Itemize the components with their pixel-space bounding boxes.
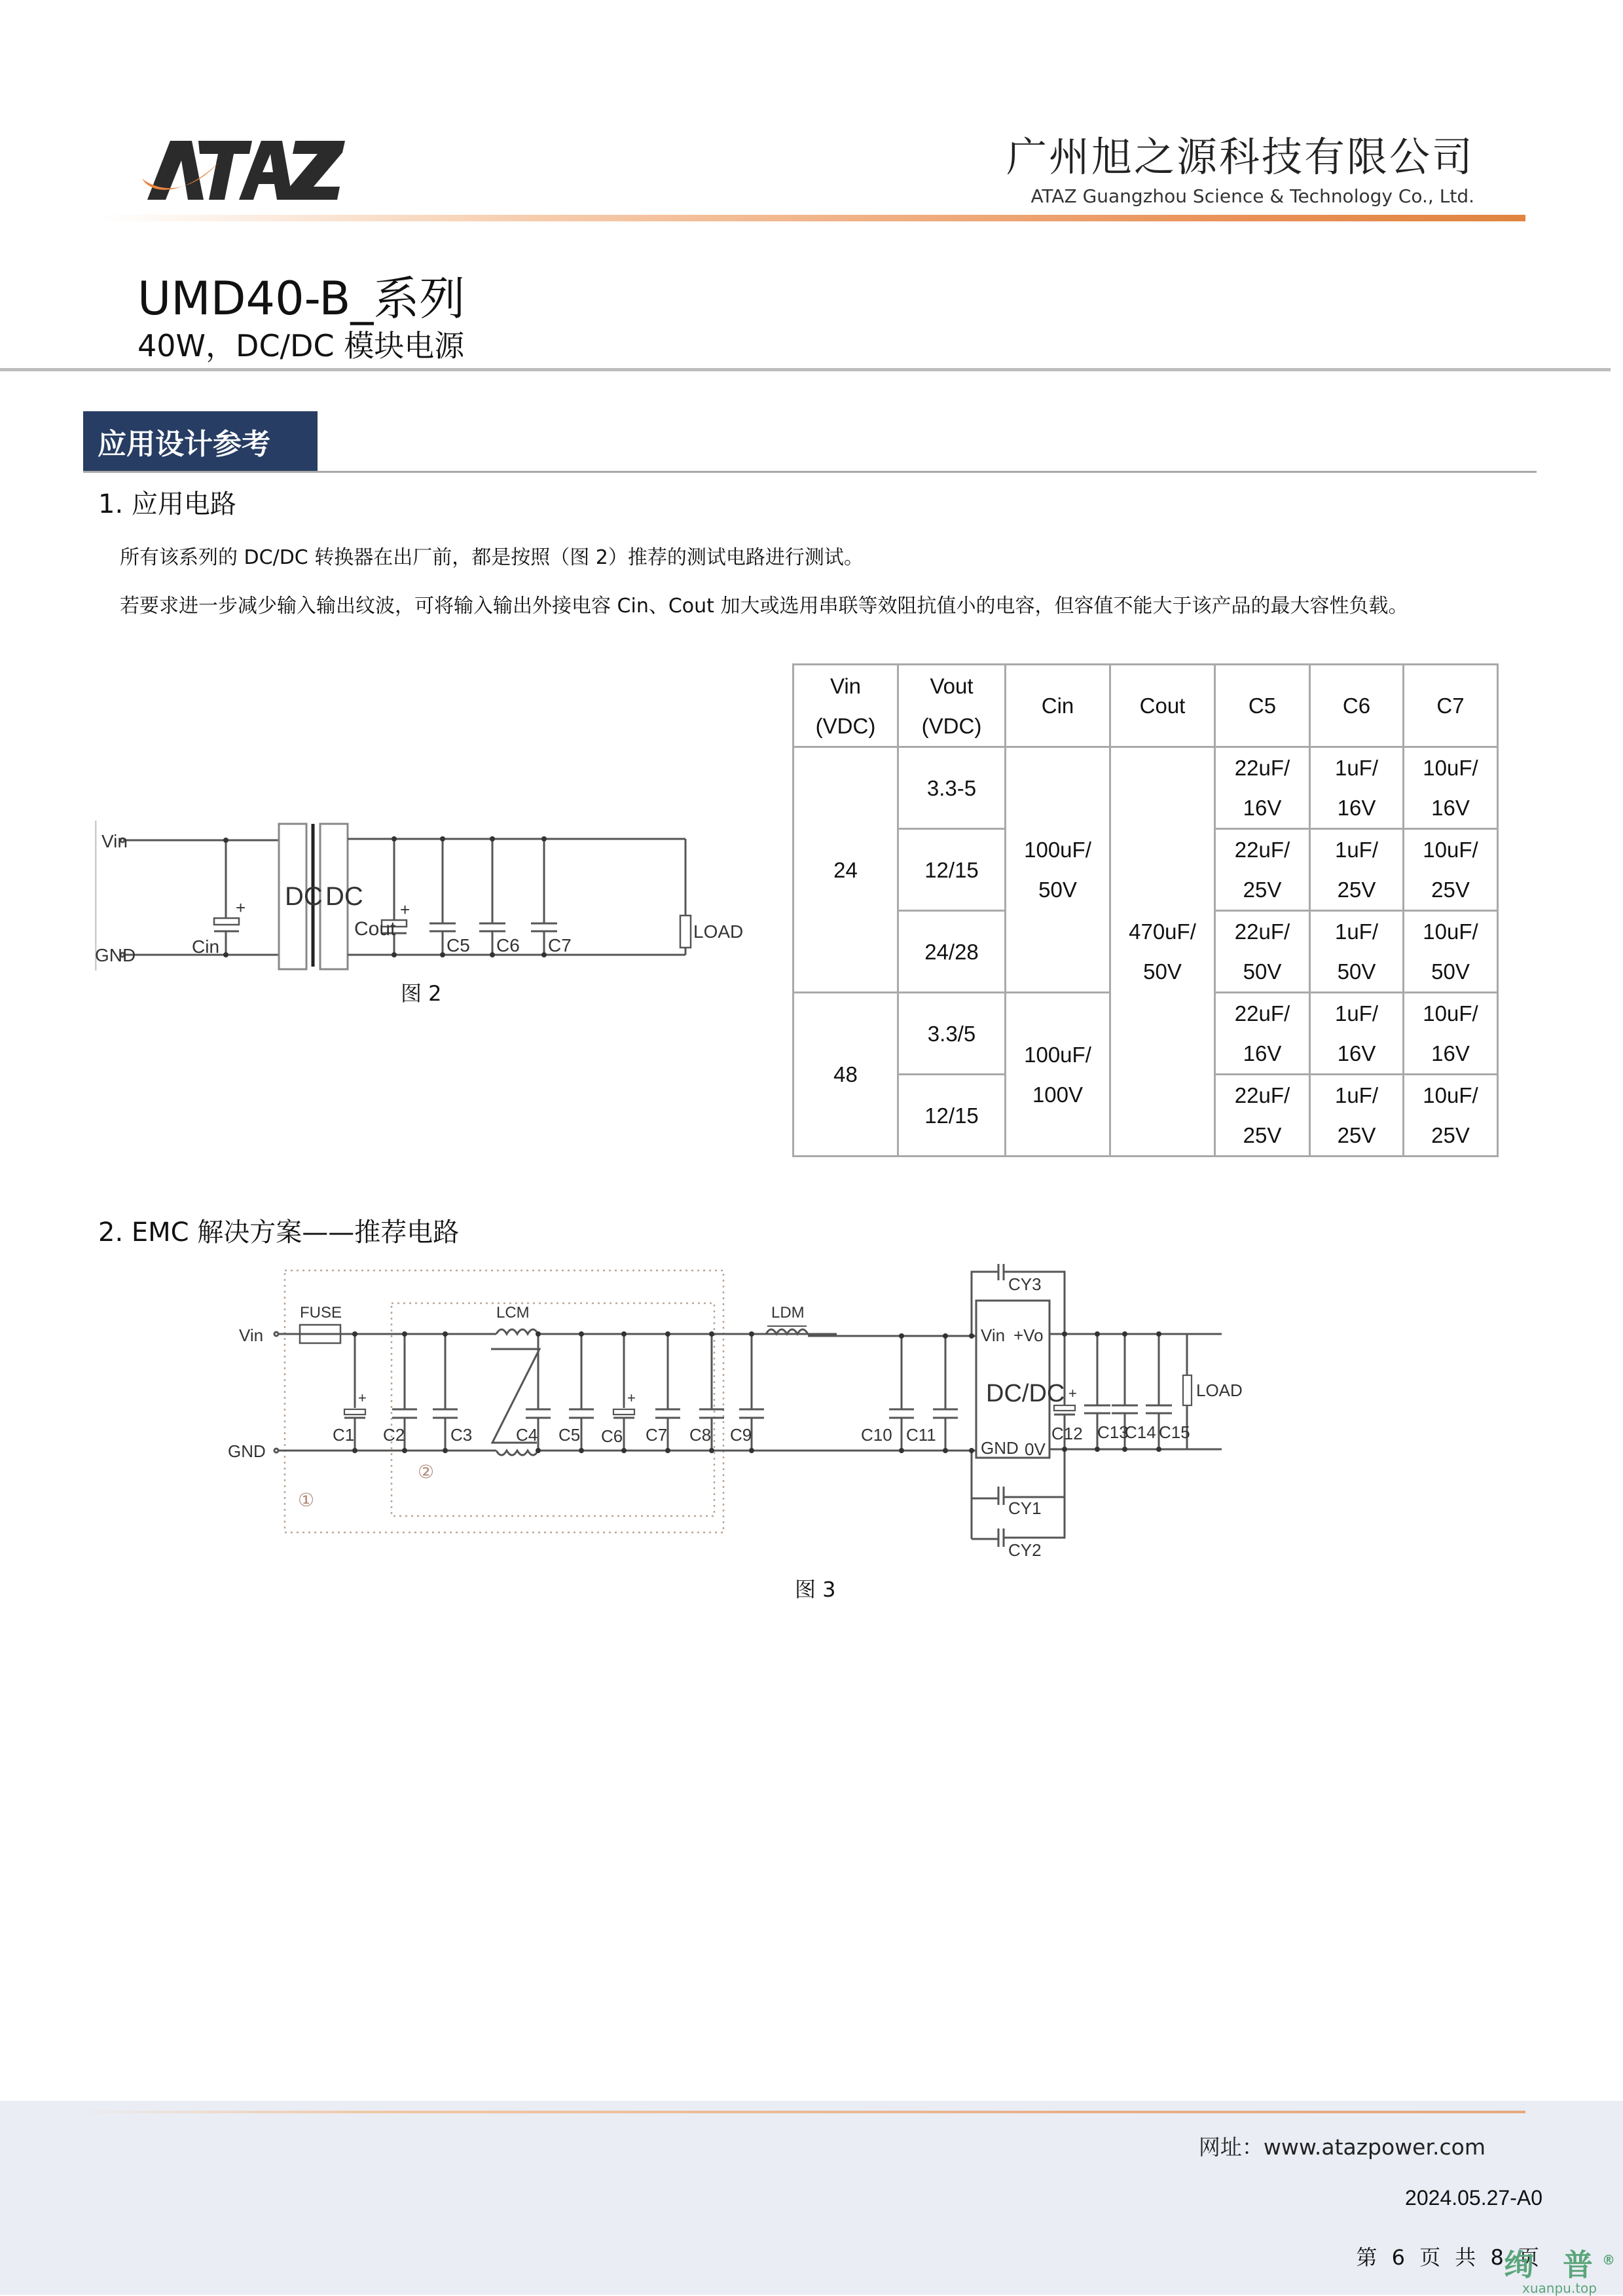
watermark-en: xuanpu.top — [1522, 2280, 1597, 2296]
label-c13: C13 — [1097, 1422, 1129, 1442]
label-plus-cout: + — [400, 900, 410, 919]
cell-cout: 470uF/ 50V — [1110, 747, 1215, 1157]
cell-vin-24: 24 — [793, 747, 898, 993]
label-plus-cin: + — [236, 898, 246, 917]
cell-c7: 10uF/ 25V — [1404, 829, 1498, 911]
paragraph-ripple-advice: 若要求进一步减少输入输出纹波，可将输入输出外接电容 Cin、Cout 加大或选用串联等效阻抗值小的电容，但容值不能大于该产品的最大容性负载。 — [120, 595, 1408, 618]
label-c1: C1 — [333, 1425, 355, 1445]
label-c10: C10 — [861, 1425, 892, 1445]
page-number: 第 6 页 共 8 页 — [1356, 2245, 1543, 2270]
label-dc-in: DC — [285, 882, 323, 911]
label-pin-vin: Vin — [981, 1325, 1006, 1345]
cell-c7: 10uF/ 16V — [1404, 993, 1498, 1075]
label-plus-c6: + — [627, 1390, 636, 1406]
cell-c6: 1uF/ 25V — [1310, 1075, 1404, 1157]
label-c15: C15 — [1159, 1422, 1190, 1442]
table-header-row — [793, 665, 1498, 747]
label-c5: C5 — [447, 935, 470, 955]
cell-cin-48: 100uF/ 100V — [1006, 993, 1110, 1157]
label-dc-out: DC — [325, 882, 363, 911]
capacitor-selection-table — [792, 663, 1499, 1157]
cell-c7: 10uF/ 25V — [1404, 1075, 1498, 1157]
company-name-en: ATAZ Guangzhou Science & Technology Co., Ltd. — [1030, 185, 1474, 207]
label-c4: C4 — [516, 1425, 538, 1445]
label-zone-1: ① — [298, 1490, 315, 1510]
cell-c6: 1uF/ 50V — [1310, 911, 1404, 993]
label-c12: C12 — [1051, 1424, 1083, 1443]
cell-vout: 3.3/5 — [898, 993, 1006, 1075]
label-cy1: CY1 — [1008, 1498, 1042, 1518]
label-plus-c12: + — [1068, 1385, 1077, 1401]
cell-c7: 10uF/ 50V — [1404, 911, 1498, 993]
watermark-cn: 绚 普 — [1503, 2247, 1602, 2283]
cell-vout: 24/28 — [898, 911, 1006, 993]
label-c14: C14 — [1125, 1422, 1156, 1442]
label-pin-gnd: GND — [981, 1438, 1019, 1458]
company-name-cn: 广州旭之源科技有限公司 — [1006, 133, 1474, 181]
label-load: LOAD — [1196, 1380, 1243, 1400]
label-ldm: LDM — [771, 1304, 805, 1322]
revision-date: 2024.05.27-A0 — [1405, 2186, 1542, 2210]
col-c6: C6 — [1310, 665, 1404, 747]
cell-vout: 12/15 — [898, 1075, 1006, 1157]
col-cin: Cin — [1006, 665, 1110, 747]
label-c6: C6 — [496, 935, 520, 955]
label-c5: C5 — [558, 1425, 581, 1445]
label-cy3: CY3 — [1008, 1274, 1042, 1294]
cell-c5: 22uF/ 16V — [1215, 747, 1310, 829]
label-plus-c1: + — [358, 1390, 367, 1406]
registered-icon: ® — [1602, 2252, 1615, 2268]
website-link[interactable]: 网址：www.atazpower.com — [1198, 2134, 1486, 2160]
cell-c6: 1uF/ 25V — [1310, 829, 1404, 911]
cell-vout: 3.3-5 — [898, 747, 1006, 829]
label-zone-2: ② — [418, 1462, 435, 1482]
col-vout: Vout (VDC) — [898, 665, 1006, 747]
product-title: UMD40-B_系列 — [137, 272, 465, 325]
heading-application-circuit: 1. 应用电路 — [98, 489, 236, 519]
label-cin: Cin — [192, 936, 220, 957]
figure-3-caption: 图 3 — [795, 1577, 836, 1602]
label-dcdc: DC/DC — [986, 1380, 1065, 1407]
figure-2-test-circuit — [95, 819, 769, 978]
label-fuse: FUSE — [300, 1304, 342, 1322]
title-divider — [0, 368, 1611, 371]
cell-c6: 1uF/ 16V — [1310, 747, 1404, 829]
circuit-diagram-fig2 — [95, 819, 769, 976]
paragraph-test-circuit: 所有该系列的 DC/DC 转换器在出厂前，都是按照（图 2）推荐的测试电路进行测试。 — [120, 546, 864, 569]
label-c7: C7 — [548, 935, 572, 955]
label-c7: C7 — [646, 1425, 668, 1445]
section-divider — [83, 471, 1537, 473]
label-gnd: GND — [228, 1441, 266, 1461]
cell-c6: 1uF/ 16V — [1310, 993, 1404, 1075]
cell-vin-48: 48 — [793, 993, 898, 1157]
cell-c7: 10uF/ 16V — [1404, 747, 1498, 829]
logo-icon — [141, 134, 350, 206]
col-c7: C7 — [1404, 665, 1498, 747]
table-row — [793, 747, 1498, 829]
page-footer — [0, 2101, 1623, 2295]
ataz-logo — [141, 134, 350, 206]
cell-c5: 22uF/ 25V — [1215, 829, 1310, 911]
cell-c5: 22uF/ 25V — [1215, 1075, 1310, 1157]
label-cout: Cout — [354, 918, 396, 940]
label-load: LOAD — [693, 921, 744, 942]
section-tag-app-design: 应用设计参考 — [83, 411, 318, 472]
label-c6: C6 — [601, 1426, 623, 1446]
cell-c5: 22uF/ 50V — [1215, 911, 1310, 993]
footer-divider — [79, 2111, 1525, 2113]
col-c5: C5 — [1215, 665, 1310, 747]
label-c11: C11 — [906, 1425, 936, 1445]
circuit-diagram-fig3 — [223, 1257, 1401, 1559]
label-c9: C9 — [730, 1425, 752, 1445]
cell-vout: 12/15 — [898, 829, 1006, 911]
company-name-block — [1006, 131, 1474, 210]
cell-cin-24: 100uF/ 50V — [1006, 747, 1110, 993]
figure-2-caption: 图 2 — [401, 981, 442, 1006]
label-pin-vo: +Vo — [1013, 1325, 1044, 1345]
heading-emc-solution: 2. EMC 解决方案——推荐电路 — [98, 1217, 460, 1248]
label-c3: C3 — [450, 1425, 473, 1445]
label-c8: C8 — [689, 1425, 712, 1445]
col-cout: Cout — [1110, 665, 1215, 747]
label-pin-0v: 0V — [1025, 1439, 1046, 1459]
label-cy2: CY2 — [1008, 1540, 1042, 1559]
label-lcm: LCM — [496, 1304, 530, 1322]
xuanpu-watermark — [1504, 2244, 1615, 2295]
label-vin: Vin — [101, 831, 128, 851]
label-vin: Vin — [239, 1325, 264, 1345]
cell-c5: 22uF/ 16V — [1215, 993, 1310, 1075]
label-gnd: GND — [95, 945, 136, 965]
figure-3-emc-circuit — [223, 1257, 1401, 1561]
product-subtitle: 40W，DC/DC 模块电源 — [137, 328, 465, 363]
col-vin: Vin (VDC) — [793, 665, 898, 747]
label-c2: C2 — [383, 1425, 405, 1445]
header-divider — [98, 215, 1525, 221]
